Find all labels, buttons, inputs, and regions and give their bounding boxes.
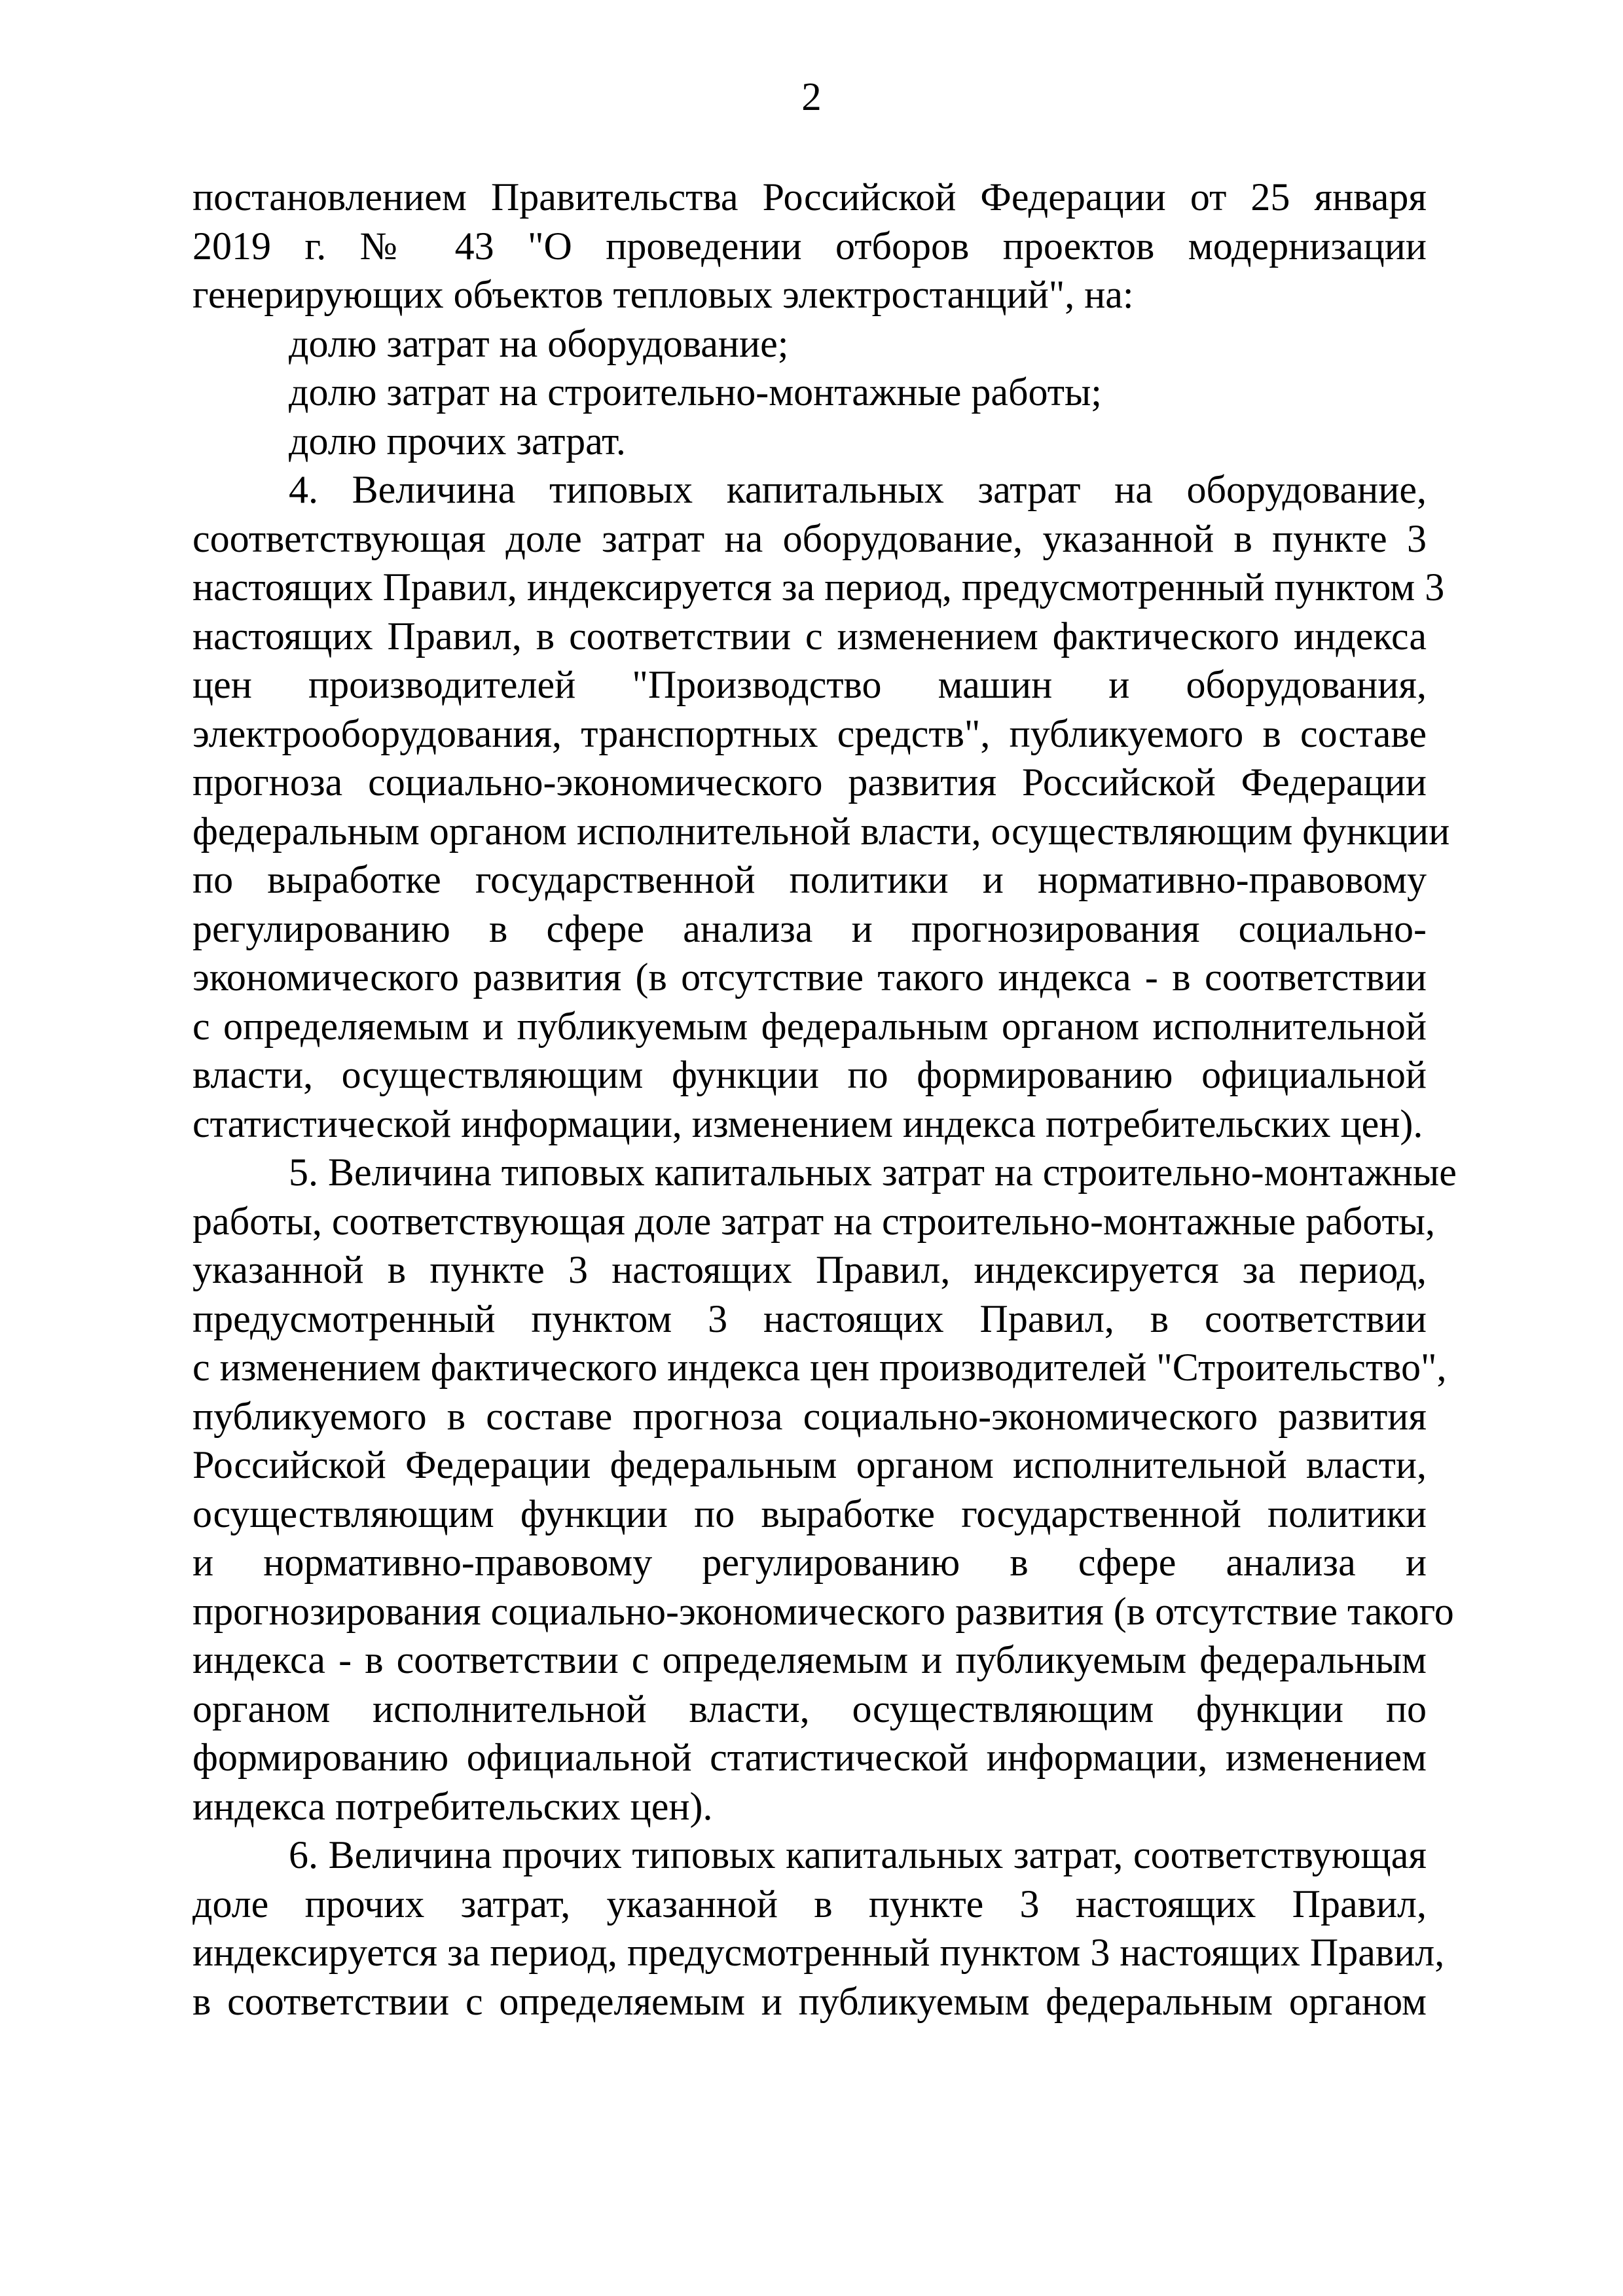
text-line: доле прочих затрат, указанной в пункте 3 настоящих Правил, (192, 1882, 1427, 1926)
text-line: органом исполнительной власти, осуществляющим функции по (192, 1687, 1427, 1731)
text-line: по выработке государственной политики и нормативно-правовому (192, 858, 1427, 901)
text-line: с изменением фактического индекса цен производителей "Строительство", (192, 1346, 1447, 1389)
text-line: работы, соответствующая доле затрат на строительно-монтажные работы, (192, 1199, 1435, 1243)
text-line: прогноза социально-экономического развития Российской Федерации (192, 761, 1427, 804)
text-line: формированию официальной статистической информации, изменением (192, 1736, 1427, 1779)
text-line: настоящих Правил, в соответствии с изменением фактического индекса (192, 614, 1427, 658)
text-line: долю затрат на оборудование; (289, 321, 789, 365)
text-line: индекса - в соответствии с определяемым и публикуемым федеральным (192, 1638, 1427, 1681)
text-line: индекса потребительских цен). (192, 1784, 713, 1828)
text-line: статистической информации, изменением индекса потребительских цен). (192, 1102, 1423, 1145)
text-line: власти, осуществляющим функции по формированию официальной (192, 1053, 1427, 1096)
text-line: постановлением Правительства Российской Федерации от 25 января (192, 175, 1427, 219)
text-line: цен производителей "Производство машин и оборудования, (192, 663, 1427, 706)
text-line: электрооборудования, транспортных средств", публикуемого в составе (192, 711, 1427, 755)
text-line: настоящих Правил, индексируется за период, предусмотренный пунктом 3 (192, 565, 1445, 609)
text-line: осуществляющим функции по выработке государственной политики (192, 1492, 1427, 1535)
text-line: 5. Величина типовых капитальных затрат на строительно-монтажные (289, 1151, 1457, 1194)
text-line: с определяемым и публикуемым федеральным органом исполнительной (192, 1004, 1427, 1048)
text-line: 4. Величина типовых капитальных затрат на оборудование, (289, 468, 1427, 511)
text-line: 2019 г. № 43 "О проведении отборов проектов модернизации (192, 224, 1427, 268)
text-line: долю затрат на строительно-монтажные работы; (289, 370, 1102, 414)
text-line: прогнозирования социально-экономического развития (в отсутствие такого (192, 1589, 1454, 1633)
document-body (192, 173, 1457, 2026)
text-line: соответствующая доле затрат на оборудование, указанной в пункте 3 (192, 516, 1427, 560)
text-line: указанной в пункте 3 настоящих Правил, индексируется за период, (192, 1248, 1427, 1291)
text-line: экономического развития (в отсутствие такого индекса - в соответствии (192, 956, 1427, 999)
text-line: индексируется за период, предусмотренный пунктом 3 настоящих Правил, (192, 1931, 1445, 1974)
text-line: генерирующих объектов тепловых электростанций", на: (192, 273, 1134, 316)
text-line: 6. Величина прочих типовых капитальных затрат, соответствующая (289, 1833, 1427, 1876)
page-number: 2 (801, 75, 822, 119)
text-line: предусмотренный пунктом 3 настоящих Правил, в соответствии (192, 1297, 1427, 1340)
text-line: долю прочих затрат. (289, 419, 626, 463)
text-line: и нормативно-правовому регулированию в сфере анализа и (192, 1541, 1427, 1584)
text-line: в соответствии с определяемым и публикуемым федеральным органом (192, 1979, 1427, 2023)
text-line: публикуемого в составе прогноза социально-экономического развития (192, 1394, 1427, 1438)
text-line: федеральным органом исполнительной власти, осуществляющим функции (192, 809, 1450, 853)
text-line: регулированию в сфере анализа и прогнозирования социально- (192, 906, 1427, 950)
text-line: Российской Федерации федеральным органом исполнительной власти, (192, 1443, 1427, 1486)
